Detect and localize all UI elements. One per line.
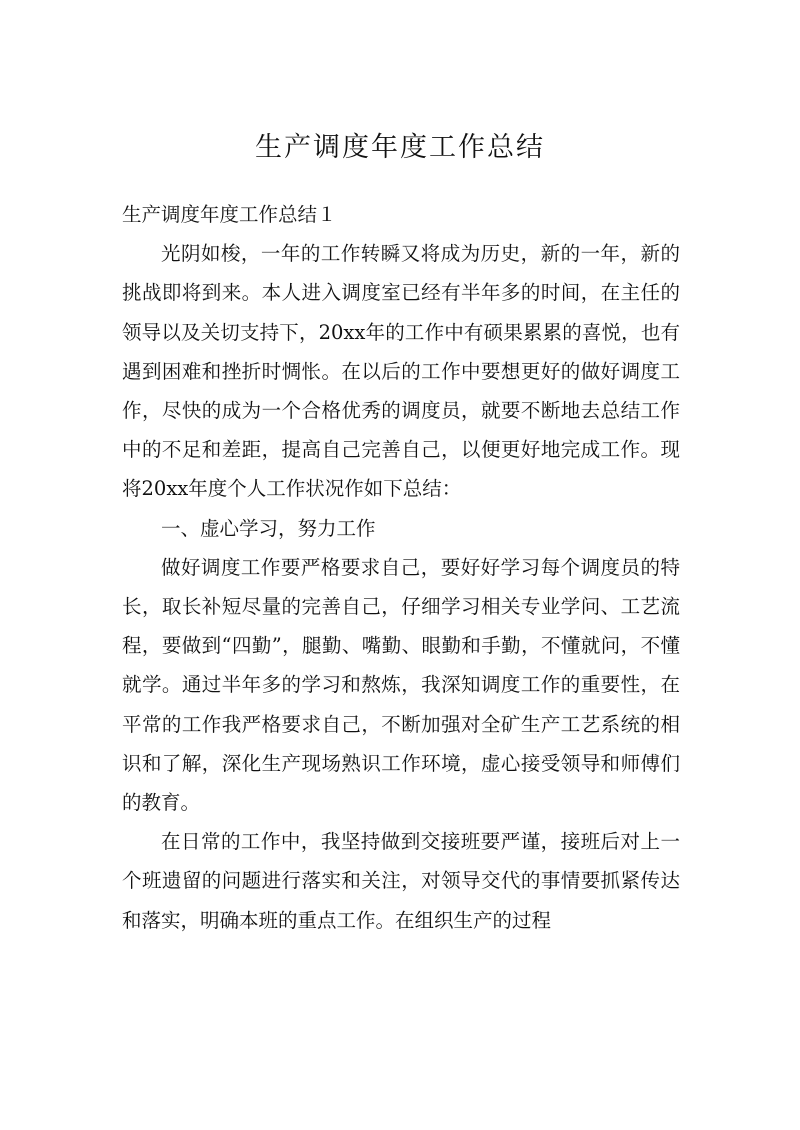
section-heading-1: 一、虚心学习，努力工作 [161, 516, 376, 540]
paragraph-study: 做好调度工作要严格要求自己，要好好学习每个调度员的特长，取长补短尽量的完善自己，仔细学习相关专业学问、工艺流程，要做到“四勤”，腿勤、嘴勤、眼勤和手勤，不懂就问，不懂就学。通过半年多的学习和熬炼，我深知调度工作的重要性，在平常的工作我严格要求自己，不断加强对全矿生产工艺系统的相识和了解，深化生产现场熟识工作环境，虚心接受领导和师傅们的教育。 [122, 555, 680, 815]
document-body [122, 195, 680, 940]
paragraph-daily-work: 在日常的工作中，我坚持做到交接班要严谨，接班后对上一个班遗留的问题进行落实和关注，对领导交代的事情要抓紧传达和落实，明确本班的重点工作。在组织生产的过程 [122, 830, 680, 932]
paragraph-intro: 光阴如梭，一年的工作转瞬又将成为历史，新的一年，新的挑战即将到来。本人进入调度室已经有半年多的时间，在主任的领导以及关切支持下，20xx年的工作中有硕果累累的喜悦，也有遇到困难和挫折时惆怅。在以后的工作中要想更好的做好调度工作，尽快的成为一个合格优秀的调度员，就要不断地去总结工作中的不足和差距，提高自己完善自己，以便更好地完成工作。现将20xx年度个人工作状况作如下总结： [122, 242, 680, 501]
section-subtitle: 生产调度年度工作总结１ [122, 203, 337, 226]
document-title: 生产调度年度工作总结 [255, 132, 545, 163]
